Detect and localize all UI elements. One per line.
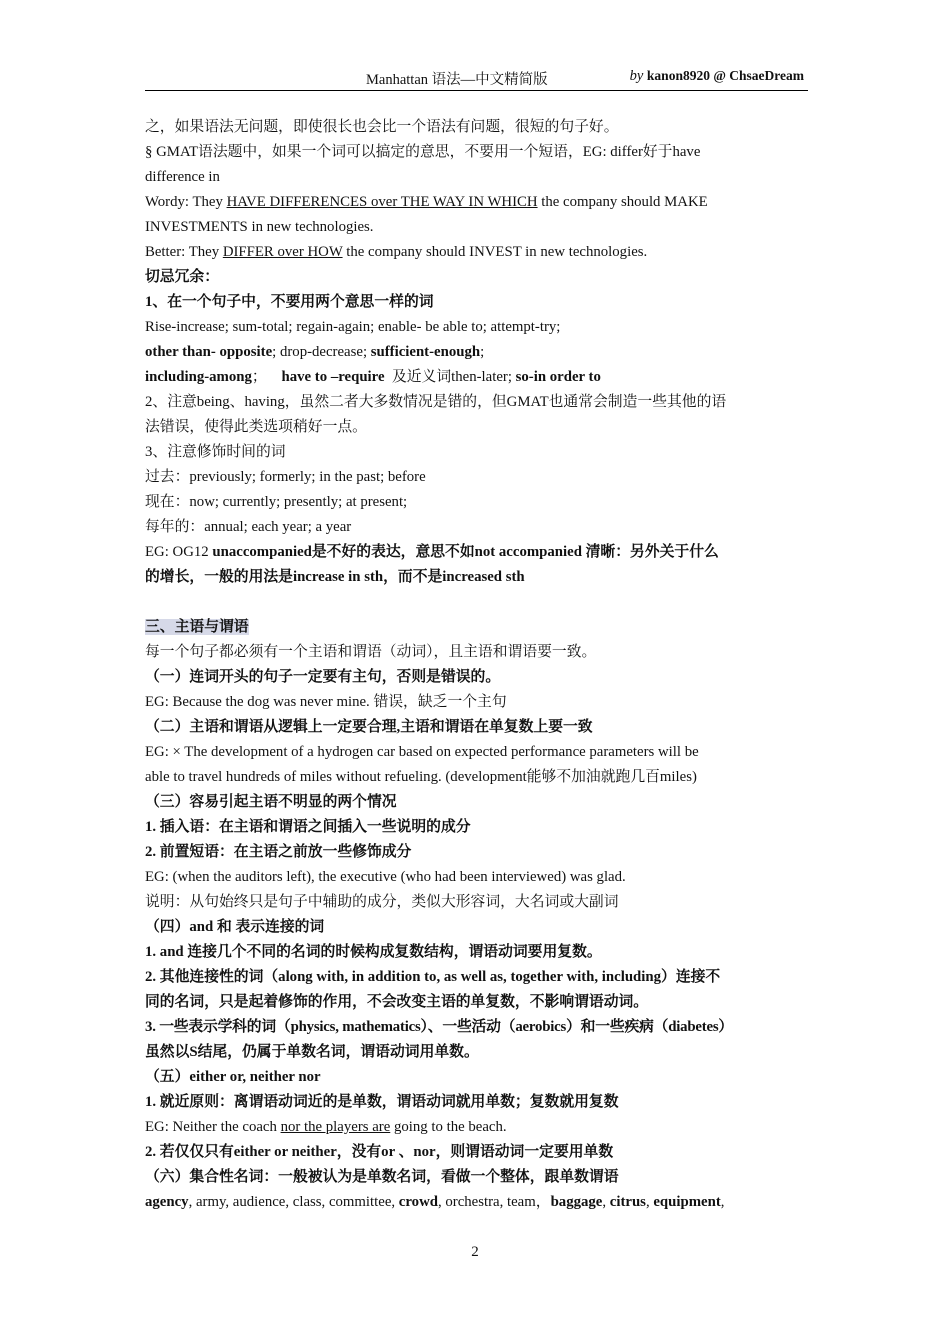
text-line: § GMAT语法题中，如果一个词可以搞定的意思，不要用一个短语，EG: differ好于have [145, 144, 701, 160]
example-line [145, 540, 810, 565]
subheading: （一）连词开头的句子一定要有主句，否则是错误的。 [145, 669, 501, 685]
bold-span: crowd [398, 1194, 438, 1210]
bold-span: sufficient-enough [370, 344, 481, 360]
bold-span: including-among [145, 369, 252, 385]
bold-span: unaccompanied是不好的表达，意思不如not accompanied 清晰：另外关于什么 [212, 544, 719, 560]
wordy-example [145, 190, 810, 215]
underlined-phrase: nor the players are [280, 1119, 391, 1135]
text-span: 及近义词then-later; [384, 369, 516, 385]
bold-span: other than- opposite [145, 344, 273, 360]
subheading: （四）and 和 表示连接的词 [145, 919, 325, 935]
text-line: 之，如果语法无问题，即使很长也会比一个语法有问题，很短的句子好。 [145, 119, 619, 135]
header-title: Manhattan 语法—中文精简版 [366, 72, 548, 88]
example-line [145, 1115, 810, 1140]
text-span: , [602, 1194, 610, 1210]
text-line: Rise-increase; sum-total; regain-again; enable- be able to; attempt-try; [145, 319, 561, 335]
text-line: 2、注意being、having，虽然二者大多数情况是错的，但GMAT也通常会制造一些其他的语 [145, 394, 727, 410]
text-line: able to travel hundreds of miles without refueling. (development能够不加油就跑几百miles) [145, 769, 697, 785]
page-header [145, 64, 808, 91]
document-body [145, 115, 810, 1215]
subheading: 1. and 连接几个不同的名词的时候构成复数结构，谓语动词要用复数。 [145, 944, 602, 960]
text-span: the company should INVEST in new technologies. [342, 244, 648, 260]
subheading: （五）either or, neither nor [145, 1069, 321, 1085]
subheading: （二）主语和谓语从逻辑上一定要合理,主语和谓语在单复数上要一致 [145, 719, 593, 735]
subheading: 1. 就近原则：离谓语动词近的是单数，谓语动词就用单数；复数就用复数 [145, 1094, 619, 1110]
text-line: 现在：now; currently; presently; at present; [145, 494, 408, 510]
page-number: 2 [471, 1244, 479, 1260]
text-line: 法错误，使得此类选项稍好一点。 [145, 419, 367, 435]
better-example [145, 240, 810, 265]
text-span: , [645, 1194, 654, 1210]
bold-span: so-in order to [515, 369, 601, 385]
section-heading-text: 三、主语与谓语 [145, 619, 249, 635]
text-line: 说明：从句始终只是句子中辅助的成分，类似大形容词，大名词或大副词 [145, 894, 619, 910]
header-author-name: kanon8920 @ ChsaeDream [646, 68, 804, 83]
subheading: （三）容易引起主语不明显的两个情况 [145, 794, 397, 810]
subheading: 虽然以S结尾，仍属于单数名词，谓语动词用单数。 [145, 1044, 479, 1060]
subheading: 2. 若仅仅只有either or neither，没有or 、nor，则谓语动词一定要用单数 [145, 1144, 614, 1160]
subheading: （六）集合性名词：一般被认为是单数名词，看做一个整体，跟单数谓语 [145, 1169, 619, 1185]
subheading: 1. 插入语：在主语和谓语之间插入一些说明的成分 [145, 819, 471, 835]
section-heading [145, 615, 810, 640]
bold-span: have to –require [281, 369, 385, 385]
text-line: EG: Because the dog was never mine. 错误，缺乏一个主句 [145, 694, 507, 710]
text-span: Better: They [145, 244, 223, 260]
text-line: 3、注意修饰时间的词 [145, 444, 286, 460]
text-line: 每年的：annual; each year; a year [145, 519, 352, 535]
text-span: ; [480, 344, 485, 360]
subheading: 1、在一个句子中，不要用两个意思一样的词 [145, 294, 434, 310]
bold-span: equipment [653, 1194, 721, 1210]
text-span: , [720, 1194, 725, 1210]
collective-nouns-line [145, 1190, 810, 1215]
text-span: the company should MAKE [537, 194, 708, 210]
text-line: 过去：previously; formerly; in the past; before [145, 469, 426, 485]
text-line: EG: × The development of a hydrogen car based on expected performance parameters will be [145, 744, 699, 760]
word-pairs-line [145, 365, 810, 390]
text-line: 的增长，一般的用法是increase in sth，而不是increased sth [145, 569, 525, 585]
subheading: 2. 前置短语：在主语之前放一些修饰成分 [145, 844, 412, 860]
bold-span: baggage [550, 1194, 603, 1210]
text-line: INVESTMENTS in new technologies. [145, 219, 374, 235]
underlined-phrase: HAVE DIFFERENCES over THE WAY IN WHICH [226, 194, 538, 210]
subheading: 切忌冗余： [145, 269, 219, 285]
text-span: going to the beach. [390, 1119, 507, 1135]
subheading: 3. 一些表示学科的词（physics, mathematics）、一些活动（aerobics）和一些疾病（diabetes） [145, 1019, 734, 1035]
subheading: 同的名词，只是起着修饰的作用，不会改变主语的单复数，不影响谓语动词。 [145, 994, 649, 1010]
text-span: EG: Neither the coach [145, 1119, 281, 1135]
text-span: , orchestra, team， [437, 1194, 551, 1210]
header-by: by [629, 68, 644, 84]
text-span: ； [251, 369, 282, 385]
header-author [630, 68, 804, 85]
text-span: EG: OG12 [145, 544, 213, 560]
text-line: difference in [145, 169, 220, 185]
underlined-phrase: DIFFER over HOW [222, 244, 343, 260]
bold-span: citrus [609, 1194, 646, 1210]
spacer [145, 590, 810, 615]
word-pairs-line [145, 340, 810, 365]
text-span: , army, audience, class, committee, [188, 1194, 399, 1210]
text-span: ; drop-decrease; [272, 344, 371, 360]
bold-span: agency [145, 1194, 189, 1210]
subheading: 2. 其他连接性的词（along with, in addition to, as well as, together with, including）连接不 [145, 969, 721, 985]
text-line: 每一个句子都必须有一个主语和谓语（动词），且主语和谓语要一致。 [145, 644, 597, 660]
text-line: EG: (when the auditors left), the executive (who had been interviewed) was glad. [145, 869, 626, 885]
text-span: Wordy: They [145, 194, 227, 210]
